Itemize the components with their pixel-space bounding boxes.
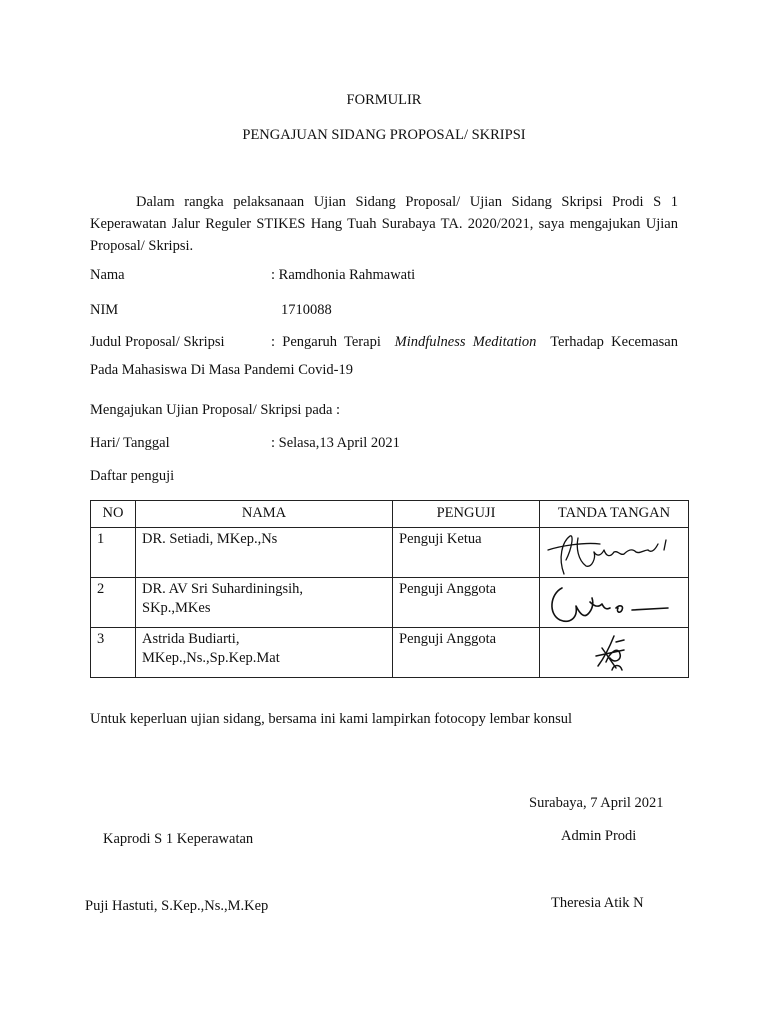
cell-nama xyxy=(136,628,393,678)
table-row xyxy=(91,628,689,678)
table-header-row xyxy=(91,501,689,528)
note-text: Untuk keperluan ujian sidang, bersama ini kami lampirkan fotocopy lembar konsul xyxy=(90,711,573,727)
cell-penguji: Penguji Anggota xyxy=(393,628,540,678)
nama-label: Nama xyxy=(90,267,125,283)
header-tanda-tangan: TANDA TANGAN xyxy=(540,501,689,528)
cell-nama xyxy=(136,578,393,628)
hari-value: : Selasa,13 April 2021 xyxy=(271,435,400,451)
nama-value: : Ramdhonia Rahmawati xyxy=(271,267,416,283)
cell-no: 1 xyxy=(91,528,136,578)
cell-signature xyxy=(540,578,689,628)
judul-value-line1 xyxy=(271,334,678,351)
cell-penguji: Penguji Ketua xyxy=(393,528,540,578)
nama-line: SKp.,MKes xyxy=(142,600,211,616)
nim-value: 1710088 xyxy=(281,302,332,318)
left-role: Kaprodi S 1 Keperawatan xyxy=(103,831,254,847)
nama-line: DR. AV Sri Suhardiningsih, xyxy=(142,581,304,597)
table-row xyxy=(91,578,689,628)
judul-italic: Mindfulness Meditation xyxy=(394,334,537,350)
signature-budiarti xyxy=(540,628,689,678)
nama-line: DR. Setiadi, MKep.,Ns xyxy=(142,531,278,547)
header-no: NO xyxy=(91,501,136,528)
cell-signature xyxy=(540,628,689,678)
header-penguji: PENGUJI xyxy=(393,501,540,528)
judul-prefix: : Pengaruh Terapi xyxy=(271,334,381,350)
table-row xyxy=(91,528,689,578)
right-role: Admin Prodi xyxy=(561,828,637,844)
nim-label: NIM xyxy=(90,302,119,318)
nama-line: MKep.,Ns.,Sp.Kep.Mat xyxy=(142,650,280,666)
cell-penguji: Penguji Anggota xyxy=(393,578,540,628)
judul-value-line2: Pada Mahasiswa Di Masa Pandemi Covid-19 xyxy=(90,362,353,378)
form-title: FORMULIR xyxy=(346,92,422,108)
signature-setiadi xyxy=(540,528,689,578)
nama-line: Astrida Budiarti, xyxy=(142,631,240,647)
form-subtitle: PENGAJUAN SIDANG PROPOSAL/ SKRIPSI xyxy=(242,127,526,143)
left-name: Puji Hastuti, S.Kep.,Ns.,M.Kep xyxy=(85,898,269,914)
place-date: Surabaya, 7 April 2021 xyxy=(529,795,664,811)
cell-nama xyxy=(136,528,393,578)
judul-label: Judul Proposal/ Skripsi xyxy=(90,334,225,350)
cell-no: 3 xyxy=(91,628,136,678)
daftar-penguji-label: Daftar penguji xyxy=(90,468,175,484)
hari-label: Hari/ Tanggal xyxy=(90,435,170,451)
mengajukan-text: Mengajukan Ujian Proposal/ Skripsi pada : xyxy=(90,402,341,418)
cell-signature xyxy=(540,528,689,578)
signature-suhardiningsih xyxy=(540,578,689,628)
intro-paragraph: Dalam rangka pelaksanaan Ujian Sidang Proposal/ Ujian Sidang Skripsi Prodi S 1 Keperawatan Jalur Reguler STIKES Hang Tuah Surabaya TA. 2020/2021, saya mengajukan Ujian Proposal/ Skripsi. xyxy=(90,194,678,254)
header-nama: NAMA xyxy=(136,501,393,528)
judul-suffix: Terhadap Kecemasan xyxy=(550,334,678,350)
penguji-table xyxy=(90,500,689,678)
cell-no: 2 xyxy=(91,578,136,628)
right-name: Theresia Atik N xyxy=(551,895,644,911)
